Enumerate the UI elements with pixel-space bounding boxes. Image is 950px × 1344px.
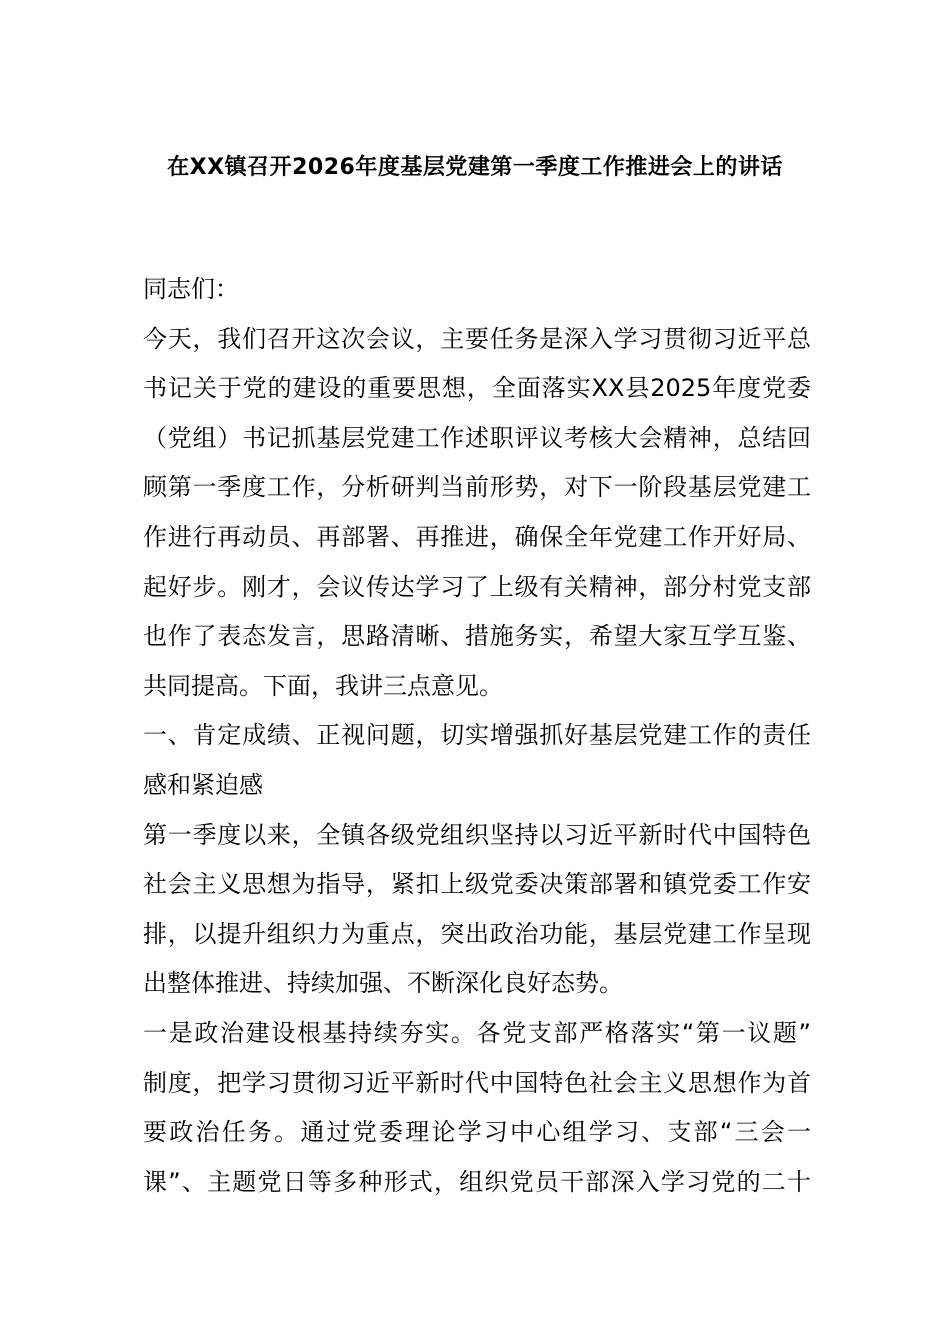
text-line: 也作了表态发言，思路清晰、措施务实，希望大家互学互鉴、 bbox=[143, 622, 811, 651]
text-line: 作进行再动员、再部署、再推进，确保全年党建工作开好局、 bbox=[143, 522, 811, 551]
text-line: 第一季度以来，全镇各级党组织坚持以习近平新时代中国特色 bbox=[143, 820, 811, 849]
text-line: 要政治任务。通过党委理论学习中心组学习、支部“三会一 bbox=[143, 1118, 811, 1147]
document-title: 在XX镇召开2026年度基层党建第一季度工作推进会上的讲话 bbox=[167, 155, 783, 180]
text-line: 社会主义思想为指导，紧扣上级党委决策部署和镇党委工作安 bbox=[143, 870, 811, 899]
text-line: 同志们： bbox=[143, 275, 239, 303]
text-line: 课”、主题党日等多种形式，组织党员干部深入学习党的二十 bbox=[143, 1167, 811, 1196]
text-line: 书记关于党的建设的重要思想，全面落实XX县2025年度党委 bbox=[143, 374, 811, 403]
text-line: 顾第一季度工作，分析研判当前形势，对下一阶段基层党建工 bbox=[143, 473, 811, 502]
text-line: 共同提高。下面，我讲三点意见。 bbox=[143, 671, 503, 700]
text-line: 出整体推进、持续加强、不断深化良好态势。 bbox=[143, 969, 623, 998]
text-line: 起好步。刚才，会议传达学习了上级有关精神，部分村党支部 bbox=[143, 572, 811, 601]
text-line: 一、肯定成绩、正视问题，切实增强抓好基层党建工作的责任 bbox=[143, 721, 811, 750]
text-line: 制度，把学习贯彻习近平新时代中国特色社会主义思想作为首 bbox=[143, 1068, 811, 1097]
text-line: 感和紧迫感 bbox=[143, 770, 263, 799]
text-line: （党组）书记抓基层党建工作述职评议考核大会精神，总结回 bbox=[143, 423, 811, 452]
text-line: 一是政治建设根基持续夯实。各党支部严格落实“第一议题” bbox=[143, 1018, 811, 1047]
text-line: 排，以提升组织力为重点，突出政治功能，基层党建工作呈现 bbox=[143, 919, 811, 948]
text-line: 今天，我们召开这次会议，主要任务是深入学习贯彻习近平总 bbox=[143, 324, 811, 353]
document-body bbox=[143, 265, 811, 1207]
